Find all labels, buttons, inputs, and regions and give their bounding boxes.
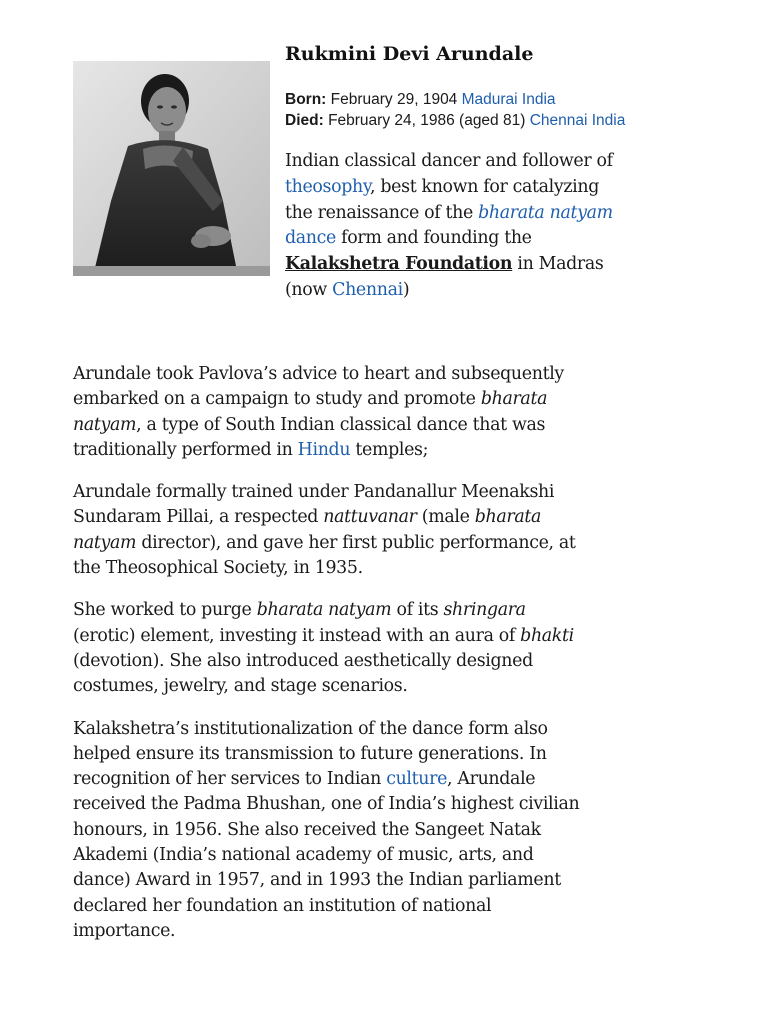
intro-line xyxy=(285,252,705,278)
born-label: Born: xyxy=(285,91,327,108)
paragraph-line: Arundale took Pavlova’s advice to heart and subsequently xyxy=(73,364,564,384)
paragraph-text: She worked to purge xyxy=(73,600,257,621)
paragraph-line: Kalakshetra’s institutionalization of the dance form also xyxy=(73,718,548,739)
paragraph-line xyxy=(73,505,703,530)
paragraph-line xyxy=(73,531,703,556)
died-place-link[interactable]: Chennai India xyxy=(529,112,626,129)
emphasis-text: nattuvanar xyxy=(323,507,417,528)
paragraph-line: helped ensure its transmission to future generations. In xyxy=(73,743,547,764)
bharata-natyam-link[interactable] xyxy=(478,203,613,223)
intro-text: form and founding the xyxy=(335,228,532,249)
intro-line xyxy=(285,201,705,227)
paragraph-line: received the Padma Bhushan, one of India’s highest civilian xyxy=(73,794,580,815)
paragraph-text: , Arundale xyxy=(447,769,536,790)
emphasis-text: shringara xyxy=(443,600,526,621)
paragraph-line xyxy=(73,387,703,412)
intro-text: Indian classical dancer and follower of xyxy=(285,151,613,171)
paragraph-line: Akademi (India’s national academy of music, arts, and xyxy=(73,845,534,866)
paragraph-line xyxy=(73,767,703,792)
chennai-link[interactable]: Chennai xyxy=(332,279,403,300)
kalakshetra-foundation-text: Kalakshetra Foundation xyxy=(285,254,513,275)
intro-line xyxy=(285,149,705,175)
paragraph-line xyxy=(73,598,703,623)
paragraph-line xyxy=(73,438,703,463)
portrait-photo xyxy=(73,61,270,276)
paragraph-reform xyxy=(73,598,703,699)
emphasis-text: bharata xyxy=(480,389,548,410)
emphasis-text: bharata xyxy=(474,507,542,528)
emphasis-text: natyam xyxy=(73,414,137,435)
paragraph-text: embarked on a campaign to study and promote xyxy=(73,389,481,410)
paragraph-line: the Theosophical Society, in 1935. xyxy=(73,558,363,579)
culture-link[interactable]: culture xyxy=(386,769,448,790)
intro-line xyxy=(285,175,705,201)
intro-text: in Madras xyxy=(512,254,604,275)
intro-line xyxy=(285,226,705,252)
bharata-natyam-link-text: bharata natyam xyxy=(478,202,613,223)
paragraph-text: (male xyxy=(416,507,475,528)
paragraph-text: traditionally performed in xyxy=(73,439,298,460)
paragraph-text: , a type of South Indian classical dance that was xyxy=(136,414,546,435)
paragraph-line: importance. xyxy=(73,920,176,941)
paragraph-line: declared her foundation an institution of national xyxy=(73,895,492,916)
paragraph-training xyxy=(73,480,703,581)
paragraph-text: director), and gave her first public performance, at xyxy=(136,532,576,553)
emphasis-text: natyam xyxy=(73,532,137,553)
intro-text: (now xyxy=(285,279,333,300)
born-row xyxy=(285,89,625,110)
hindu-link[interactable]: Hindu xyxy=(297,439,351,460)
paragraph-text: (erotic) element, investing it instead with an aura of xyxy=(73,625,521,646)
intro-line xyxy=(285,278,705,304)
theosophy-link[interactable]: theosophy xyxy=(285,176,371,197)
article-body xyxy=(73,362,703,961)
portrait-image xyxy=(73,61,270,276)
intro-text: ) xyxy=(402,279,410,300)
died-label: Died: xyxy=(285,112,324,129)
dance-link[interactable]: dance xyxy=(285,228,336,249)
paragraph-line: honours, in 1956. She also received the Sangeet Natak xyxy=(73,819,541,840)
born-date: February 29, 1904 xyxy=(330,91,458,108)
intro-summary xyxy=(285,149,705,304)
intro-text: the renaissance of the xyxy=(285,202,479,223)
emphasis-text: bharata natyam xyxy=(256,600,392,621)
intro-text: , best known for catalyzing xyxy=(370,176,599,197)
paragraph-line: Arundale formally trained under Pandanallur Meenakshi xyxy=(73,482,555,503)
biography-facts xyxy=(285,89,625,131)
emphasis-text: bhakti xyxy=(520,625,574,646)
paragraph-line xyxy=(73,624,703,649)
died-date: February 24, 1986 (aged 81) xyxy=(328,112,526,129)
paragraph-text: of its xyxy=(391,600,444,621)
died-row xyxy=(285,110,625,131)
paragraph-line: (devotion). She also introduced aesthetically designed xyxy=(73,650,533,671)
paragraph-recognition xyxy=(73,717,703,945)
paragraph-text: Sundaram Pillai, a respected xyxy=(73,507,324,528)
paragraph-pavlova-advice xyxy=(73,362,703,463)
born-place-link[interactable]: Madurai India xyxy=(461,91,556,108)
paragraph-line: dance) Award in 1957, and in 1993 the Indian parliament xyxy=(73,870,561,891)
page-title: Rukmini Devi Arundale xyxy=(285,43,534,65)
paragraph-line: costumes, jewelry, and stage scenarios. xyxy=(73,676,408,697)
paragraph-line xyxy=(73,413,703,438)
paragraph-text: recognition of her services to Indian xyxy=(73,769,387,790)
paragraph-text: temples; xyxy=(350,439,429,460)
